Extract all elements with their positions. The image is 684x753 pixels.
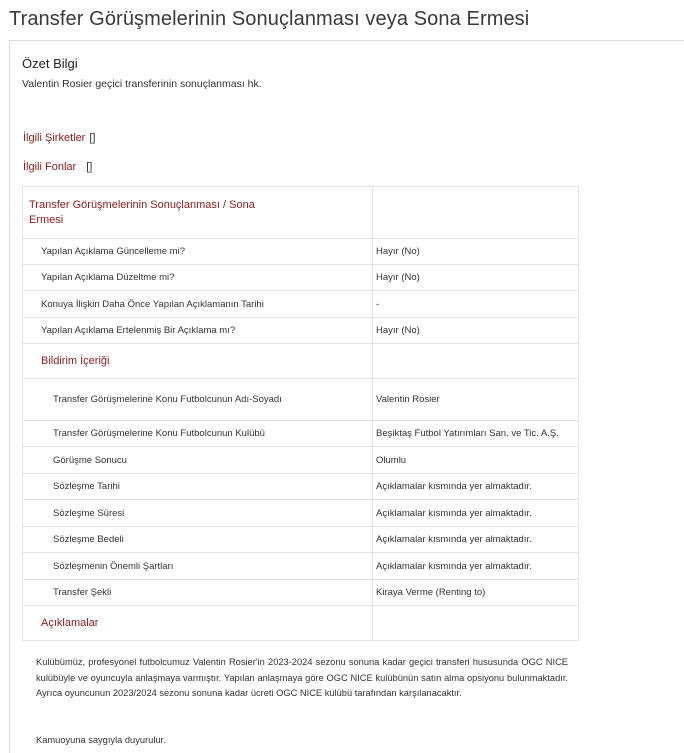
row-value: Açıklamalar kısmında yer almaktadır. (373, 553, 579, 580)
table-row (23, 447, 579, 474)
row-value: Açıklamalar kısmında yer almaktadır. (373, 527, 579, 553)
row-label: Sözleşme Bedeli (23, 527, 373, 553)
related-funds-value: [] (86, 161, 93, 173)
row-label: Transfer Şekli (23, 580, 373, 606)
table-row (23, 239, 579, 265)
row-value: Açıklamalar kısmında yer almaktadır. (373, 474, 579, 500)
table-row (23, 500, 579, 527)
disclosure-table (22, 186, 579, 641)
row-value: Beşiktaş Futbol Yatırımları San. ve Tic. A.Ş. (373, 421, 579, 447)
page-title: Transfer Görüşmelerinin Sonuçlanması veya Sona Ermesi (9, 8, 530, 30)
row-value: Kiraya Verme (Renting to) (373, 580, 579, 606)
row-label: Görüşme Sonucu (23, 447, 373, 474)
summary-title: Özet Bilgi (22, 56, 78, 71)
row-value: Açıklamalar kısmında yer almaktadır. (373, 500, 579, 527)
row-label: Transfer Görüşmelerine Konu Futbolcunun Kulübü (23, 421, 373, 447)
table-row (23, 580, 579, 606)
related-companies-value: [] (89, 132, 96, 144)
table-section-row (23, 187, 579, 239)
related-companies[interactable] (23, 132, 95, 144)
table-row (23, 318, 579, 344)
row-label: Yapılan Açıklama Ertelenmiş Bir Açıklama mı? (23, 318, 373, 344)
closing-text: Kamuoyuna saygıyla duyurulur. (36, 735, 166, 745)
row-value: Valentin Rosier (373, 379, 579, 421)
content-section-row (23, 344, 579, 379)
related-funds[interactable] (23, 161, 92, 173)
summary-text: Valentin Rosier geçici transferinin sonuçlanması hk. (22, 78, 262, 90)
table-row (23, 379, 579, 421)
row-label: Transfer Görüşmelerine Konu Futbolcunun Adı-Soyadı (53, 394, 282, 405)
notes-section-row (23, 606, 579, 641)
related-companies-label: İlgili Şirketler (23, 132, 86, 144)
table-row (23, 265, 579, 291)
row-value: Hayır (No) (373, 239, 579, 265)
row-label: Yapılan Açıklama Düzeltme mi? (23, 265, 373, 291)
row-value: Hayır (No) (373, 318, 579, 344)
row-label: Sözleşme Tarihi (23, 474, 373, 500)
table-row (23, 291, 579, 318)
row-label: Sözleşmenin Önemli Şartları (23, 553, 373, 580)
content-title: Bildirim İçeriği (41, 355, 110, 367)
description-text: Kulübümüz, profesyonel futbolcumuz Valentin Rosier'in 2023-2024 sezonu sonuna kadar geçici transferi hususunda OGC NICE kulübüyle ve oyuncuyla anlaşmaya varmıştır. Yapılan anlaşmaya göre OGC NICE kulübünün satın alma opsiyonu bulunmaktadır. Ayrıca oyuncunun 2023/2024 sezonu sonuna kadar ücreti OGC NICE kulübü tarafından karşılanacaktır. (36, 657, 568, 698)
table-row (23, 421, 579, 447)
notes-title: Açıklamalar (41, 617, 99, 629)
table-row (23, 474, 579, 500)
row-label: Konuya İlişkin Daha Önce Yapılan Açıklamanın Tarihi (23, 291, 373, 318)
table-row (23, 527, 579, 553)
related-funds-label: İlgili Fonlar (23, 161, 77, 173)
row-value: Hayır (No) (373, 265, 579, 291)
row-label: Sözleşme Süresi (23, 500, 373, 527)
table-row (23, 553, 579, 580)
row-value: Olumlu (373, 447, 579, 474)
section-title: Transfer Görüşmelerinin Sonuçlanması / Sona Ermesi (29, 198, 255, 226)
row-value: - (373, 291, 579, 318)
row-label: Yapılan Açıklama Güncelleme mi? (23, 239, 373, 265)
